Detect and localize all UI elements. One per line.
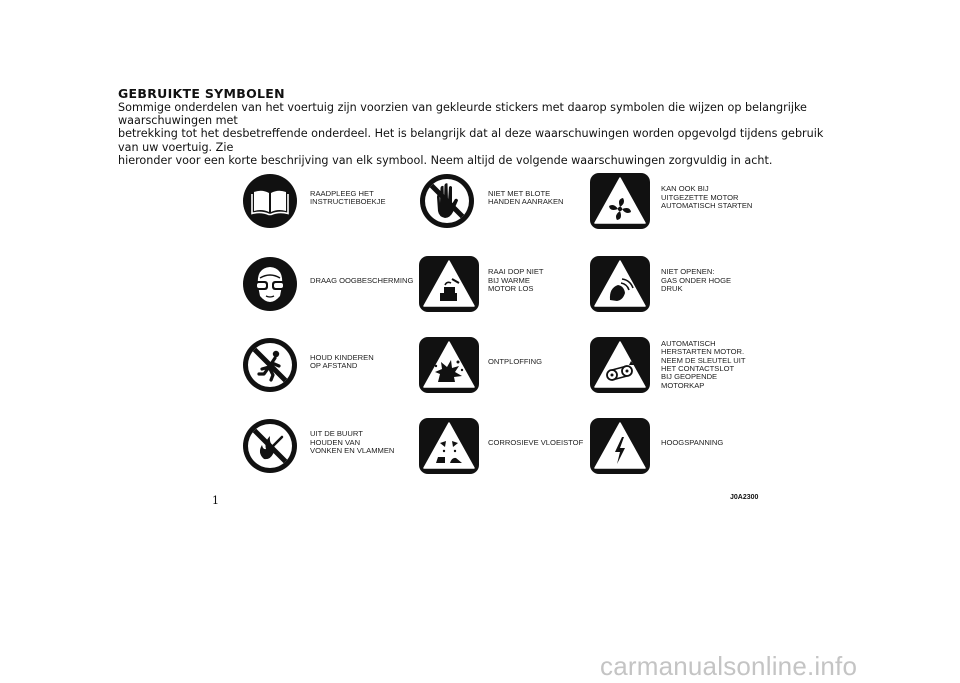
symbol-label-line: GAS ONDER HOGE [661,275,732,285]
symbol-label-line: DRUK [661,284,683,294]
symbol-label [488,268,544,293]
watermark: carmanualsonline.info [600,651,858,681]
symbol-label-line: UITGEZETTE MOTOR [661,192,739,202]
symbol-label [488,439,583,447]
symbol-label [310,354,374,371]
intro-paragraph [118,101,843,167]
symbol-label [661,268,731,293]
symbol-label-line: CORROSIEVE VLOEISTOF [488,437,584,447]
intro-line: Sommige onderdelen van het voertuig zijn voorzien van gekleurde stickers met daarop symbolen die wijzen op belangrijke waarschuwingen met [118,101,807,128]
symbol-label-line: UIT DE BUURT [310,429,363,439]
symbol-label-line: DRAAG OOGBESCHERMING [310,275,414,285]
symbol-label [661,439,723,447]
symbol-label [488,190,564,207]
symbol-label-line: AUTOMATISCH [661,338,716,348]
belt-warning-icon [589,336,651,394]
symbol-label-line: HERSTARTEN MOTOR. [661,347,745,357]
symbol-label-line: VONKEN EN VLAMMEN [310,446,395,456]
symbol-label-line: ONTPLOFFING [488,356,543,366]
symbol-label-line: BIJ GEOPENDE [661,372,718,382]
keep-children-away-icon [242,337,298,393]
symbol-label-line: MOTORKAP [661,380,705,390]
symbol-label-line: HOUDEN VAN [310,437,361,447]
intro-line: betrekking tot het desbetreffende onderdeel. Het is belangrijk dat al deze waarschuwingen worden opgevolgd tijdens gebruik van uw voertuig. Zie [118,127,824,154]
symbol-label-line: NIET MET BLOTE [488,188,551,198]
symbol-label-line: HOUD KINDEREN [310,352,374,362]
page-number: 1 [212,494,219,507]
symbol-label-line: MOTOR LOS [488,284,534,294]
symbol-label-line: AUTOMATISCH STARTEN [661,201,753,211]
symbol-label-line: RAAI DOP NIET [488,267,544,277]
intro-line: hieronder voor een korte beschrijving van elk symbool. Neem altijd de volgende waarschuwingen zorgvuldig in acht. [118,153,773,167]
goggles-icon [242,256,298,312]
symbol-label [310,430,394,455]
symbol-label-line: BIJ WARME [488,275,530,285]
symbol-label-line: RAADPLEEG HET [310,188,374,198]
corrosive-warning-icon [418,417,480,475]
symbol-label-line: INSTRUCTIEBOEKJE [310,197,386,206]
section-heading: GEBRUIKTE SYMBOLEN [118,86,285,101]
no-bare-hands-icon [419,173,475,229]
symbol-label [310,277,413,285]
symbol-label-line: HOOGSPANNING [661,437,724,447]
figure-code: J0A2300 [730,494,759,501]
explosion-warning-icon [418,336,480,394]
symbol-label-line: OP AFSTAND [310,361,358,370]
symbol-label [488,358,542,366]
symbol-label-line: HANDEN AANRAKEN [488,197,564,206]
book-icon [242,173,298,229]
symbol-label-line: NEEM DE SLEUTEL UIT [661,355,746,365]
symbol-label [661,185,752,210]
symbol-label-line: NIET OPENEN: [661,267,715,277]
high-voltage-icon [589,417,651,475]
symbol-label-line: KAN OOK BIJ [661,184,709,194]
symbol-label-line: HET CONTACTSLOT [661,364,735,374]
symbol-label [661,340,746,390]
symbol-label [310,190,386,207]
hot-cap-warning-icon [418,255,480,313]
fan-warning-icon [589,172,651,230]
pressure-warning-icon [589,255,651,313]
no-open-flame-icon [242,418,298,474]
